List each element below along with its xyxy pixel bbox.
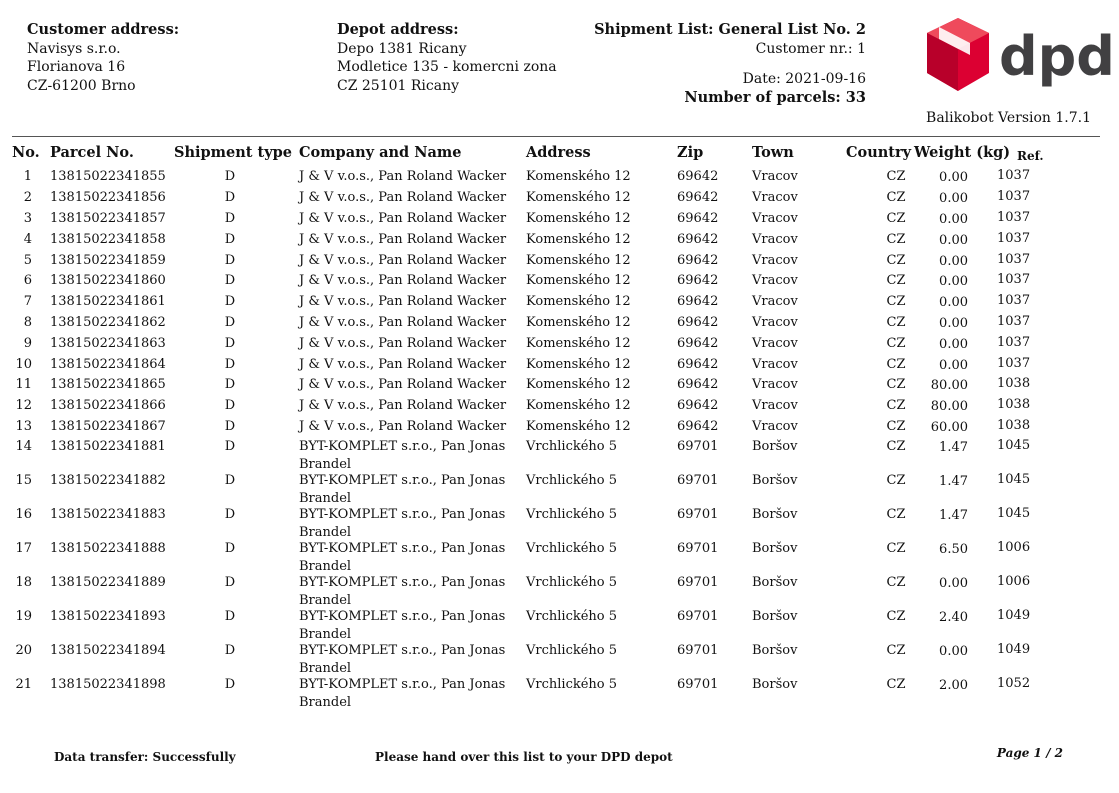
cell-type: D bbox=[224, 232, 236, 247]
cell-weight: 80.00 bbox=[930, 378, 968, 393]
cell-weight: 0.00 bbox=[939, 316, 968, 331]
cell-weight: 0.00 bbox=[939, 170, 968, 185]
cell-address: Vrchlického 5 bbox=[526, 507, 618, 522]
cell-type: D bbox=[224, 541, 236, 556]
cell-type: D bbox=[224, 507, 236, 522]
cell-ref: 1049 bbox=[997, 608, 1031, 623]
header-divider bbox=[12, 136, 1100, 137]
cell-parcel: 13815022341861 bbox=[50, 294, 166, 309]
col-header-type: Shipment type bbox=[174, 144, 293, 161]
cell-parcel: 13815022341889 bbox=[50, 575, 166, 590]
cell-zip: 69701 bbox=[677, 507, 719, 522]
cell-country: CZ bbox=[886, 377, 906, 392]
cell-parcel: 13815022341867 bbox=[50, 419, 166, 434]
cell-address: Komenského 12 bbox=[526, 336, 631, 351]
cell-weight: 80.00 bbox=[930, 399, 968, 414]
cell-parcel: 13815022341888 bbox=[50, 541, 166, 556]
number-of-parcels: Number of parcels: 33 bbox=[684, 88, 866, 106]
cell-ref: 1037 bbox=[997, 335, 1031, 350]
cell-no: 1 bbox=[23, 169, 32, 184]
cell-country: CZ bbox=[886, 294, 906, 309]
customer-number: Customer nr.: 1 bbox=[755, 40, 866, 57]
customer-address-line: CZ-61200 Brno bbox=[27, 77, 136, 94]
shipment-list-title: Shipment List: General List No. 2 bbox=[594, 21, 866, 38]
cell-ref: 1006 bbox=[997, 540, 1031, 555]
depot-address-heading: Depot address: bbox=[337, 21, 459, 38]
cell-country: CZ bbox=[886, 677, 906, 692]
cell-country: CZ bbox=[886, 575, 906, 590]
cell-address: Komenského 12 bbox=[526, 377, 631, 392]
cell-address: Vrchlického 5 bbox=[526, 677, 618, 692]
cell-ref: 1045 bbox=[997, 506, 1031, 521]
cell-no: 7 bbox=[23, 294, 32, 309]
cell-type: D bbox=[224, 253, 236, 268]
cell-town: Boršov bbox=[752, 507, 798, 522]
cell-address: Komenského 12 bbox=[526, 190, 631, 205]
cell-company: BYT-KOMPLET s.r.o., Pan Jonas Brandel bbox=[299, 643, 506, 676]
cell-weight: 6.50 bbox=[939, 542, 968, 557]
cell-company: J & V v.o.s., Pan Roland Wacker bbox=[299, 169, 507, 184]
cell-company: BYT-KOMPLET s.r.o., Pan Jonas Brandel bbox=[299, 473, 506, 506]
depot-address-line: Modletice 135 - komercni zona bbox=[337, 59, 557, 75]
cell-country: CZ bbox=[886, 253, 906, 268]
cell-parcel: 13815022341858 bbox=[50, 232, 166, 247]
cell-ref: 1049 bbox=[997, 642, 1031, 657]
cell-town: Boršov bbox=[752, 609, 798, 624]
cell-country: CZ bbox=[886, 336, 906, 351]
cell-address: Komenského 12 bbox=[526, 211, 631, 226]
cell-weight: 0.00 bbox=[939, 191, 968, 206]
cell-address: Komenského 12 bbox=[526, 398, 631, 413]
cell-company: J & V v.o.s., Pan Roland Wacker bbox=[299, 211, 507, 226]
cell-zip: 69701 bbox=[677, 575, 719, 590]
cell-parcel: 13815022341893 bbox=[50, 609, 166, 624]
cell-parcel: 13815022341883 bbox=[50, 507, 166, 522]
cell-company: J & V v.o.s., Pan Roland Wacker bbox=[299, 294, 507, 309]
cell-zip: 69642 bbox=[677, 253, 719, 268]
cell-company: BYT-KOMPLET s.r.o., Pan Jonas Brandel bbox=[299, 541, 506, 574]
cell-weight: 2.00 bbox=[939, 678, 968, 693]
cell-type: D bbox=[224, 677, 236, 692]
cell-zip: 69701 bbox=[677, 643, 719, 658]
cell-town: Vracov bbox=[752, 232, 798, 247]
cell-parcel: 13815022341866 bbox=[50, 398, 166, 413]
cell-company: BYT-KOMPLET s.r.o., Pan Jonas Brandel bbox=[299, 677, 506, 710]
page-number: Page 1 / 2 bbox=[996, 746, 1063, 760]
cell-country: CZ bbox=[886, 439, 906, 454]
cell-weight: 0.00 bbox=[939, 274, 968, 289]
cell-address: Vrchlického 5 bbox=[526, 541, 618, 556]
dpd-cube-icon bbox=[927, 18, 989, 91]
cell-town: Vracov bbox=[752, 169, 798, 184]
cell-zip: 69701 bbox=[677, 609, 719, 624]
cell-company: BYT-KOMPLET s.r.o., Pan Jonas Brandel bbox=[299, 609, 506, 642]
cell-no: 8 bbox=[23, 315, 32, 330]
cell-parcel: 13815022341857 bbox=[50, 211, 166, 226]
cell-address: Vrchlického 5 bbox=[526, 473, 618, 488]
cell-country: CZ bbox=[886, 398, 906, 413]
cell-no: 18 bbox=[15, 575, 32, 590]
cell-town: Vracov bbox=[752, 398, 798, 413]
cell-ref: 1052 bbox=[997, 676, 1031, 691]
cell-parcel: 13815022341882 bbox=[50, 473, 166, 488]
cell-ref: 1037 bbox=[997, 210, 1031, 225]
cell-company: J & V v.o.s., Pan Roland Wacker bbox=[299, 398, 507, 413]
cell-no: 12 bbox=[15, 398, 32, 413]
cell-type: D bbox=[224, 575, 236, 590]
cell-ref: 1038 bbox=[997, 397, 1031, 412]
cell-address: Komenského 12 bbox=[526, 315, 631, 330]
cell-no: 2 bbox=[23, 190, 32, 205]
cell-weight: 2.40 bbox=[939, 610, 968, 625]
cell-weight: 1.47 bbox=[939, 440, 968, 455]
cell-country: CZ bbox=[886, 541, 906, 556]
cell-weight: 0.00 bbox=[939, 295, 968, 310]
col-header-country: Country bbox=[846, 144, 912, 161]
cell-no: 20 bbox=[15, 643, 32, 658]
cell-no: 15 bbox=[15, 473, 32, 488]
col-header-ref: Ref. bbox=[1017, 149, 1044, 163]
cell-zip: 69701 bbox=[677, 439, 719, 454]
cell-parcel: 13815022341894 bbox=[50, 643, 166, 658]
cell-zip: 69642 bbox=[677, 315, 719, 330]
cell-ref: 1037 bbox=[997, 168, 1031, 183]
cell-parcel: 13815022341860 bbox=[50, 273, 166, 288]
cell-type: D bbox=[224, 377, 236, 392]
depot-address-block bbox=[337, 21, 557, 95]
customer-address-line: Navisys s.r.o. bbox=[27, 40, 121, 57]
cell-type: D bbox=[224, 211, 236, 226]
cell-type: D bbox=[224, 336, 236, 351]
cell-company: J & V v.o.s., Pan Roland Wacker bbox=[299, 190, 507, 205]
cell-no: 6 bbox=[23, 273, 32, 288]
data-transfer-status: Data transfer: Successfully bbox=[54, 750, 236, 764]
cell-country: CZ bbox=[886, 232, 906, 247]
cell-town: Boršov bbox=[752, 575, 798, 590]
customer-address-block bbox=[27, 21, 179, 95]
cell-address: Vrchlického 5 bbox=[526, 609, 618, 624]
cell-town: Boršov bbox=[752, 677, 798, 692]
cell-ref: 1037 bbox=[997, 293, 1031, 308]
cell-address: Komenského 12 bbox=[526, 357, 631, 372]
cell-parcel: 13815022341856 bbox=[50, 190, 166, 205]
cell-weight: 60.00 bbox=[930, 420, 968, 435]
cell-no: 9 bbox=[23, 336, 32, 351]
cell-town: Vracov bbox=[752, 377, 798, 392]
cell-address: Komenského 12 bbox=[526, 419, 631, 434]
cell-parcel: 13815022341859 bbox=[50, 253, 166, 268]
cell-town: Boršov bbox=[752, 541, 798, 556]
cell-no: 4 bbox=[23, 232, 32, 247]
cell-company: J & V v.o.s., Pan Roland Wacker bbox=[299, 315, 507, 330]
dpd-logo-text: dpd bbox=[999, 25, 1115, 88]
dpd-logo bbox=[926, 18, 1115, 93]
cell-company: J & V v.o.s., Pan Roland Wacker bbox=[299, 357, 507, 372]
cell-no: 5 bbox=[23, 253, 32, 268]
cell-zip: 69642 bbox=[677, 336, 719, 351]
cell-company: J & V v.o.s., Pan Roland Wacker bbox=[299, 273, 507, 288]
cell-company: J & V v.o.s., Pan Roland Wacker bbox=[299, 377, 507, 392]
cell-town: Vracov bbox=[752, 190, 798, 205]
cell-town: Vracov bbox=[752, 315, 798, 330]
cell-country: CZ bbox=[886, 315, 906, 330]
cell-town: Vracov bbox=[752, 294, 798, 309]
cell-no: 10 bbox=[15, 357, 32, 372]
cell-type: D bbox=[224, 398, 236, 413]
col-header-parcel: Parcel No. bbox=[50, 144, 134, 161]
cell-address: Komenského 12 bbox=[526, 294, 631, 309]
cell-type: D bbox=[224, 473, 236, 488]
cell-town: Vracov bbox=[752, 357, 798, 372]
cell-company: J & V v.o.s., Pan Roland Wacker bbox=[299, 336, 507, 351]
cell-country: CZ bbox=[886, 273, 906, 288]
cell-zip: 69642 bbox=[677, 211, 719, 226]
col-header-zip: Zip bbox=[677, 144, 704, 161]
cell-town: Boršov bbox=[752, 439, 798, 454]
cell-weight: 0.00 bbox=[939, 212, 968, 227]
cell-type: D bbox=[224, 190, 236, 205]
cell-parcel: 13815022341863 bbox=[50, 336, 166, 351]
cell-parcel: 13815022341898 bbox=[50, 677, 166, 692]
cell-town: Vracov bbox=[752, 253, 798, 268]
cell-ref: 1037 bbox=[997, 252, 1031, 267]
cell-zip: 69642 bbox=[677, 190, 719, 205]
cell-no: 3 bbox=[23, 211, 32, 226]
cell-ref: 1045 bbox=[997, 438, 1031, 453]
cell-company: J & V v.o.s., Pan Roland Wacker bbox=[299, 253, 507, 268]
col-header-company: Company and Name bbox=[299, 144, 462, 161]
cell-country: CZ bbox=[886, 419, 906, 434]
cell-zip: 69642 bbox=[677, 294, 719, 309]
cell-ref: 1045 bbox=[997, 472, 1031, 487]
cell-ref: 1037 bbox=[997, 272, 1031, 287]
cell-no: 11 bbox=[15, 377, 32, 392]
cell-type: D bbox=[224, 609, 236, 624]
cell-country: CZ bbox=[886, 169, 906, 184]
cell-ref: 1006 bbox=[997, 574, 1031, 589]
cell-weight: 1.47 bbox=[939, 474, 968, 489]
cell-country: CZ bbox=[886, 643, 906, 658]
cell-country: CZ bbox=[886, 357, 906, 372]
cell-town: Boršov bbox=[752, 643, 798, 658]
cell-zip: 69642 bbox=[677, 357, 719, 372]
cell-town: Vracov bbox=[752, 211, 798, 226]
cell-type: D bbox=[224, 643, 236, 658]
cell-weight: 0.00 bbox=[939, 254, 968, 269]
customer-address-line: Florianova 16 bbox=[27, 59, 126, 75]
handover-note: Please hand over this list to your DPD depot bbox=[375, 750, 673, 764]
cell-weight: 0.00 bbox=[939, 576, 968, 591]
cell-address: Vrchlického 5 bbox=[526, 575, 618, 590]
cell-ref: 1038 bbox=[997, 376, 1031, 391]
cell-address: Komenského 12 bbox=[526, 169, 631, 184]
cell-company: BYT-KOMPLET s.r.o., Pan Jonas Brandel bbox=[299, 575, 506, 608]
cell-zip: 69642 bbox=[677, 398, 719, 413]
cell-no: 21 bbox=[15, 677, 32, 692]
depot-address-line: CZ 25101 Ricany bbox=[337, 77, 460, 94]
cell-ref: 1037 bbox=[997, 356, 1031, 371]
cell-company: BYT-KOMPLET s.r.o., Pan Jonas Brandel bbox=[299, 507, 506, 540]
cell-type: D bbox=[224, 315, 236, 330]
cell-zip: 69701 bbox=[677, 677, 719, 692]
col-header-no: No. bbox=[12, 144, 40, 161]
cell-weight: 0.00 bbox=[939, 358, 968, 373]
cell-type: D bbox=[224, 439, 236, 454]
cell-country: CZ bbox=[886, 211, 906, 226]
cell-weight: 1.47 bbox=[939, 508, 968, 523]
cell-no: 17 bbox=[15, 541, 32, 556]
cell-country: CZ bbox=[886, 609, 906, 624]
cell-no: 19 bbox=[15, 609, 32, 624]
cell-country: CZ bbox=[886, 190, 906, 205]
cell-company: J & V v.o.s., Pan Roland Wacker bbox=[299, 419, 507, 434]
customer-address-heading: Customer address: bbox=[27, 21, 180, 38]
cell-zip: 69701 bbox=[677, 541, 719, 556]
cell-zip: 69701 bbox=[677, 473, 719, 488]
cell-weight: 0.00 bbox=[939, 644, 968, 659]
cell-parcel: 13815022341865 bbox=[50, 377, 166, 392]
version-label: Balikobot Version 1.7.1 bbox=[926, 110, 1091, 126]
cell-type: D bbox=[224, 273, 236, 288]
cell-town: Vracov bbox=[752, 336, 798, 351]
shipment-info-block bbox=[594, 21, 866, 107]
cell-town: Vracov bbox=[752, 273, 798, 288]
cell-weight: 0.00 bbox=[939, 233, 968, 248]
cell-ref: 1037 bbox=[997, 231, 1031, 246]
cell-country: CZ bbox=[886, 507, 906, 522]
cell-no: 14 bbox=[15, 439, 32, 454]
col-header-town: Town bbox=[752, 144, 794, 161]
cell-parcel: 13815022341881 bbox=[50, 439, 166, 454]
depot-address-line: Depo 1381 Ricany bbox=[337, 40, 467, 57]
cell-type: D bbox=[224, 419, 236, 434]
cell-parcel: 13815022341864 bbox=[50, 357, 166, 372]
cell-address: Komenského 12 bbox=[526, 273, 631, 288]
cell-ref: 1038 bbox=[997, 418, 1031, 433]
cell-address: Vrchlického 5 bbox=[526, 439, 618, 454]
cell-no: 16 bbox=[15, 507, 32, 522]
cell-type: D bbox=[224, 294, 236, 309]
cell-zip: 69642 bbox=[677, 273, 719, 288]
cell-address: Komenského 12 bbox=[526, 253, 631, 268]
cell-town: Boršov bbox=[752, 473, 798, 488]
shipment-date: Date: 2021-09-16 bbox=[742, 71, 866, 87]
cell-ref: 1037 bbox=[997, 314, 1031, 329]
cell-address: Komenského 12 bbox=[526, 232, 631, 247]
cell-parcel: 13815022341855 bbox=[50, 169, 166, 184]
cell-parcel: 13815022341862 bbox=[50, 315, 166, 330]
cell-country: CZ bbox=[886, 473, 906, 488]
cell-company: BYT-KOMPLET s.r.o., Pan Jonas Brandel bbox=[299, 439, 506, 472]
cell-zip: 69642 bbox=[677, 419, 719, 434]
cell-no: 13 bbox=[15, 419, 32, 434]
cell-zip: 69642 bbox=[677, 377, 719, 392]
cell-zip: 69642 bbox=[677, 232, 719, 247]
cell-company: J & V v.o.s., Pan Roland Wacker bbox=[299, 232, 507, 247]
col-header-address: Address bbox=[526, 144, 591, 161]
cell-address: Vrchlického 5 bbox=[526, 643, 618, 658]
cell-town: Vracov bbox=[752, 419, 798, 434]
col-header-weight: Weight (kg) bbox=[914, 144, 1011, 161]
cell-type: D bbox=[224, 357, 236, 372]
cell-ref: 1037 bbox=[997, 189, 1031, 204]
cell-type: D bbox=[224, 169, 236, 184]
cell-zip: 69642 bbox=[677, 169, 719, 184]
cell-weight: 0.00 bbox=[939, 337, 968, 352]
